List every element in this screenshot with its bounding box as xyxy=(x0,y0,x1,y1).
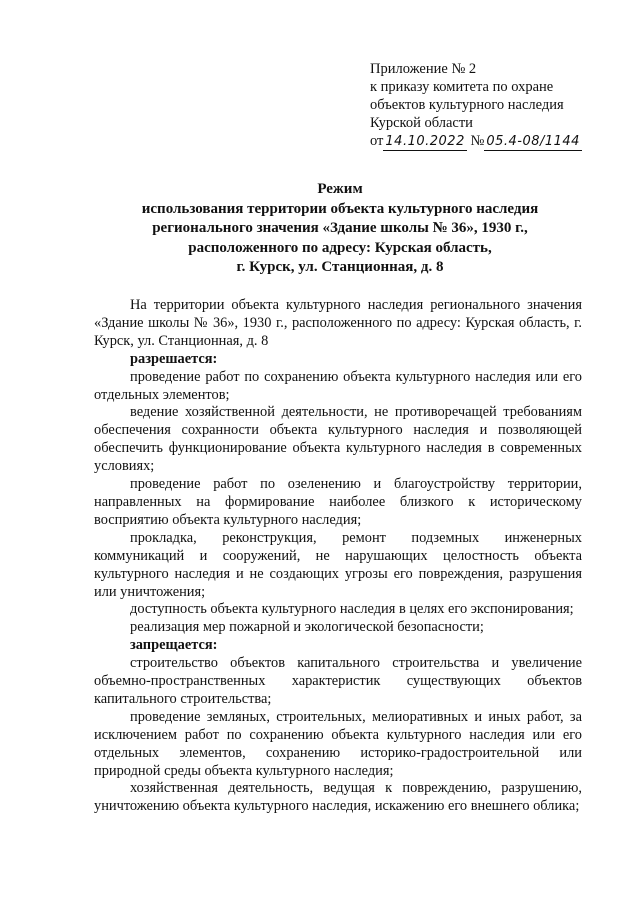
appendix-region: Курской области xyxy=(370,115,473,131)
forbidden-item: строительство объектов капитального строительства и увеличение объемно-пространственных характеристик существующих объектов капитального строительства; xyxy=(94,655,582,707)
allowed-heading: разрешается: xyxy=(130,350,218,367)
appendix-number-sign: № xyxy=(470,133,485,149)
forbidden-item: проведение земляных, строительных, мелиоративных и иных работ, за исключением работ по сохранению объекта культурного наследия или его отдельных элементов, сохранению историко-градостроительной или природной среды объекта культурного наследия; xyxy=(94,708,582,779)
appendix-date-number xyxy=(370,132,630,151)
document-title xyxy=(90,180,590,278)
allowed-item: прокладка, реконструкция, ремонт подземных инженерных коммуникаций и сооружений, не нарушающих целостность объекта культурного наследия и не создающих угрозы его повреждения, разрушения или уничтожения; xyxy=(94,529,582,600)
allowed-item: ведение хозяйственной деятельности, не противоречащей требованиям обеспечения сохранности объекта культурного наследия и позволяющей обеспечить функционирование объекта культурного наследия в современных условиях; xyxy=(94,404,582,475)
title-line-4: расположенного по адресу: Курская область, xyxy=(188,239,492,256)
handwritten-date: 14.10.2022 xyxy=(385,134,465,149)
forbidden-item: хозяйственная деятельность, ведущая к повреждению, разрушению, уничтожению объекта культурного наследия, искажению его внешнего облика; xyxy=(94,780,582,815)
appendix-title: Приложение № 2 xyxy=(370,61,477,77)
title-line-2: использования территории объекта культурного наследия xyxy=(141,200,539,217)
allowed-item: реализация мер пожарной и экологической безопасности; xyxy=(130,619,484,636)
document-body xyxy=(94,297,582,816)
appendix-block xyxy=(370,60,630,151)
appendix-from-prefix: от xyxy=(370,133,384,149)
intro-paragraph: На территории объекта культурного наследия регионального значения «Здание школы № 36», 1930 г., расположенного по адресу: Курская область, г. Курск, ул. Станционная, д. 8 xyxy=(94,297,582,349)
appendix-committee: объектов культурного наследия xyxy=(370,97,564,113)
handwritten-number: 05.4-08/1144 xyxy=(486,134,580,149)
title-line-5: г. Курск, ул. Станционная, д. 8 xyxy=(236,259,444,275)
allowed-item: проведение работ по сохранению объекта культурного наследия или его отдельных элементов; xyxy=(94,368,582,403)
appendix-order-ref: к приказу комитета по охране xyxy=(370,79,554,95)
forbidden-heading: запрещается: xyxy=(130,637,218,654)
allowed-item: проведение работ по озеленению и благоустройству территории, направленных на формирование наиболее близкого к историческому восприятию объекта культурного наследия; xyxy=(94,476,582,528)
title-line-3: регионального значения «Здание школы № 36», 1930 г., xyxy=(152,220,528,236)
allowed-item: доступность объекта культурного наследия в целях его экспонирования; xyxy=(130,601,574,618)
title-line-1: Режим xyxy=(317,181,363,197)
